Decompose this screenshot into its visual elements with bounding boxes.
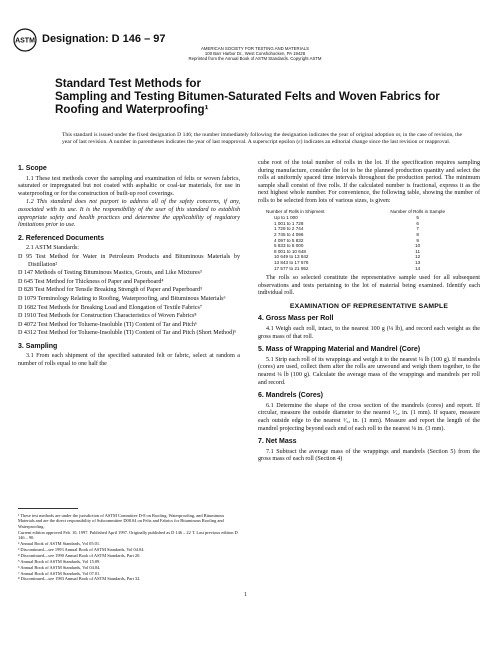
section-heading-mandrels: 6. Mandrels (Cores) <box>258 392 323 400</box>
society-line: Reprinted from the Annual Book of ASTM Standards. Copyright ASTM <box>188 56 322 62</box>
paragraph: cube root of the total number of rolls in the lot. If the specification requires sampling during manufacture, consider the lot to be the planned production quantity and select the rolls at uniformly spaced time intervals throughout the production period. The minimum sample shall consist of five rolls. If the calculated number is fractional, express it as the next highest whole number. For convenience, the following table, showing the number of rolls to be selected from lots of various sizes, is given: <box>258 160 480 204</box>
reference-item: D 147 Methods of Testing Bituminous Mastics, Grouts, and Like Mixtures³ <box>18 270 202 277</box>
table-cell: 13 <box>415 259 421 265</box>
reference-item: D 4312 Test Method for Toluene-Insoluble (TI) Content of Tar and Pitch (Short Method)⁶ <box>18 330 237 337</box>
table-cell: 8 001 to 10 648 <box>274 248 306 254</box>
table-cell: 13 843 to 17 576 <box>274 259 309 265</box>
table-header: Number of Rolls in Shipment <box>266 208 325 214</box>
table-cell: 5 <box>416 215 419 221</box>
standard-notice: This standard is issued under the fixed designation D 146; the number immediately following the designation indicates the year of original adoption or, in the case of revision, the year of last revision. A number in parentheses indicates the year of last reapproval. A superscript epsilon (ε) indicates an editorial change since the last revision or reapproval. <box>62 132 462 145</box>
society-info <box>170 46 340 62</box>
right-column <box>258 160 480 465</box>
table-cell: 14 <box>415 265 421 271</box>
designation: Designation: D 146 – 97 <box>42 33 166 45</box>
section-heading-gross-mass: 4. Gross Mass per Roll <box>258 315 334 323</box>
paragraph: 1.2 This standard does not purport to address all of the safety concerns, if any, associated with its use. It is the responsibility of the user of this standard to establish appropriate safety and health practices and determine the applicability of regulatory limitations prior to use. <box>18 199 240 229</box>
table-cell: 1 729 to 2 744 <box>274 226 304 232</box>
table-row <box>266 266 466 272</box>
reference-item: D 4072 Test Method for Toluene-Insoluble (TI) Content of Tar and Pitch⁶ <box>18 321 198 328</box>
rolls-table <box>266 209 466 272</box>
table-cell: 10 <box>415 243 421 249</box>
footnote: ² Annual Book of ASTM Standards, Vol 05.01. <box>18 541 101 547</box>
section-heading-net-mass: 7. Net Mass <box>258 438 297 446</box>
footnote: ⁶ Annual Book of ASTM Standards, Vol 04.04. <box>18 564 101 570</box>
table-cell: 7 <box>416 226 419 232</box>
title-line-2: Sampling and Testing Bitumen-Saturated Felts and Woven Fabrics for Roofing and Waterproofing¹ <box>55 89 440 116</box>
table-cell: 2 745 to 4 096 <box>274 231 304 237</box>
table-cell: Up to 1 000 <box>274 215 298 221</box>
society-line: 100 Barr Harbor Dr., West Conshohocken, PA 19428 <box>204 51 306 57</box>
footnote: Current edition approved Feb. 10, 1997. Published April 1997. Originally published as D 146 – 22 T. Last previous edition D 146 – 90. <box>18 529 238 541</box>
reference-item: D 95 Test Method for Water in Petroleum Products and Bituminous Materials by Distillation² <box>18 253 240 268</box>
footnote: ⁵ Annual Book of ASTM Standards, Vol 15.09. <box>18 558 101 564</box>
table-cell: 1 001 to 1 728 <box>274 220 304 226</box>
section-heading-scope: 1. Scope <box>18 165 47 172</box>
footnote: ⁴ Discontinued—see 1990 Annual Book of ASTM Standards, Part 20. <box>18 552 141 558</box>
reference-item: D 1079 Terminology Relating to Roofing, Waterproofing, and Bituminous Materials⁶ <box>18 295 226 302</box>
section-heading-examination: EXAMINATION OF REPRESENTATIVE SAMPLE <box>289 302 449 310</box>
section-heading-sampling: 3. Sampling <box>18 342 58 350</box>
subheading: 2.1 ASTM Standards: <box>26 245 79 252</box>
reference-item: D 1682 Test Methods for Breaking Load and Elongation of Textile Fabrics⁷ <box>18 304 202 311</box>
svg-text:ASTM: ASTM <box>15 37 35 45</box>
table-cell: 6 <box>416 220 419 226</box>
footnotes <box>18 513 240 582</box>
document-title <box>55 78 475 116</box>
table-header: Number of Rolls in Sample <box>390 208 445 214</box>
paragraph: The rolls so selected constitute the representative sample used for all subsequent observations and tests pertaining to the lot of material being examined. Identify each individual roll. <box>258 275 480 297</box>
table-header-row <box>266 209 466 216</box>
paragraph: 3.1 From each shipment of the specified saturated felt or fabric, select at random a number of rolls equal to one half the <box>18 353 240 368</box>
page-number: 1 <box>244 592 247 598</box>
footnote-divider <box>18 508 78 509</box>
paragraph: 1.1 These test methods cover the sampling and examination of felts or woven fabrics, saturated or impregnated but not coated with asphaltic or coal-tar materials, for use in waterproofing or for the construction of built-up roof coverings. <box>18 175 240 197</box>
paragraph: 4.1 Weigh each roll, intact, to the nearest 100 g (¼ lb), and record each weight as the gross mass of that roll. <box>258 326 480 340</box>
reference-item: D 828 Test Method for Tensile Breaking Strength of Paper and Paperboard⁵ <box>18 287 203 294</box>
society-line: AMERICAN SOCIETY FOR TESTING AND MATERIALS <box>201 46 309 51</box>
section-heading-wrapping-mass: 5. Mass of Wrapping Material and Mandrel (Core) <box>258 346 421 354</box>
table-cell: 4 097 to 5 832 <box>274 237 304 243</box>
footnote: ⁷ Annual Book of ASTM Standards, Vol 07.01. <box>18 570 101 576</box>
section-heading-referenced-documents: 2. Referenced Documents <box>18 234 104 242</box>
table-cell: 9 <box>416 237 419 243</box>
reference-item: D 1910 Test Methods for Construction Characteristics of Woven Fabrics⁸ <box>18 313 197 320</box>
table-cell: 10 649 to 13 842 <box>274 254 309 260</box>
footnote: ¹ These test methods are under the jurisdiction of ASTM Committee D-8 on Roofing, Waterproofing, and Bituminous Materials and are the direct responsibility of Subcommittee D08.04 on Felts and Fabrics for Bituminous Roofing and Waterproofing. <box>18 513 225 529</box>
table-cell: 17 577 to 21 952 <box>274 265 309 271</box>
reference-item: D 645 Test Method for Thickness of Paper and Paperboard⁴ <box>18 278 164 285</box>
astm-logo-icon <box>13 28 37 52</box>
table-cell: 12 <box>415 254 421 260</box>
footnote: ³ Discontinued—see 1993 Annual Book of ASTM Standards, Vol 04.04. <box>18 546 145 552</box>
paragraph: 5.1 Strip each roll of its wrappings and weigh it to the nearest ¼ lb (100 g). If mandrels (cores) are used, collect them after the rolls are unwound and weigh them together, to the nearest ¼ lb (100 g). Calculate the average mass of the wrappings and mandrels per roll and record. <box>258 356 480 386</box>
title-line-1: Standard Test Methods for <box>55 77 202 90</box>
paragraph: 7.1 Subtract the average mass of the wrappings and mandrels (Section 5) from the gross mass of each roll (Section 4) <box>258 448 480 463</box>
left-column <box>18 160 240 370</box>
paragraph: 6.1 Determine the shape of the cross section of the mandrels (cores) and report. If circular, measure the outside diameter to the nearest ¹⁄₃₂ in. (1 mm). If square, measure each outside edge to the nearest ¹⁄₃₂ in. (1 mm). Measure and report the length of the mandrel projecting beyond each end of each roll to the nearest ⅛ in. (3 mm). <box>258 402 480 432</box>
table-cell: 11 <box>415 248 421 254</box>
table-cell: 8 <box>416 231 419 237</box>
table-cell: 5 833 to 8 000 <box>274 243 304 249</box>
footnote: ⁸ Discontinued—see 1983 Annual Book of ASTM Standards, Part 32. <box>18 576 141 582</box>
